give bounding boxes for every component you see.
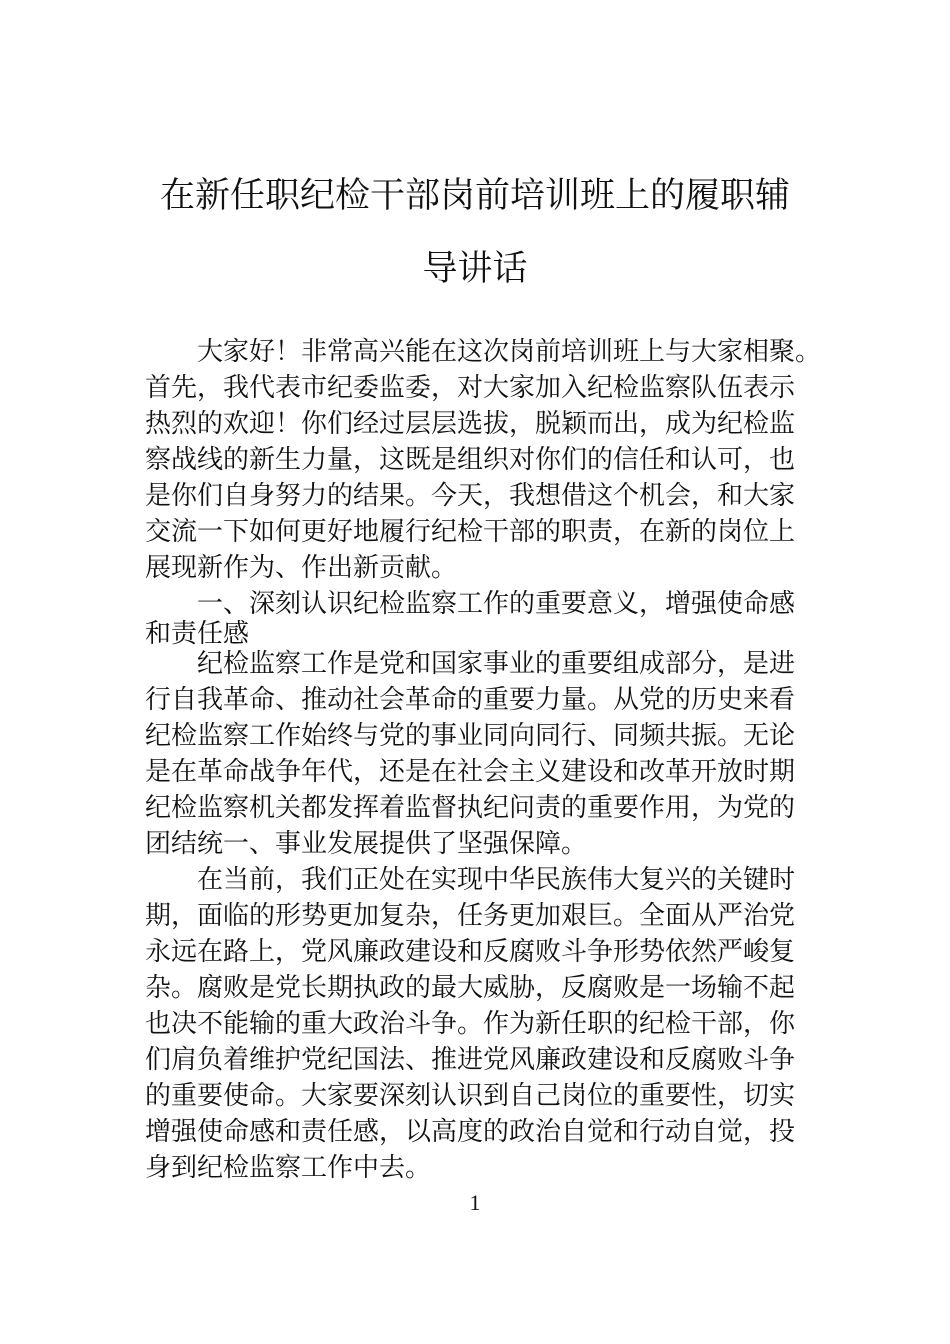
text-line: 也决不能输的重大政治斗争。作为新任职的纪检干部，你 (145, 1009, 796, 1039)
text-line: 和责任感 (145, 619, 250, 649)
text-line: 展现新作为、作出新贡献。 (145, 553, 458, 583)
paragraph (145, 334, 825, 586)
text-line: 在当前，我们正处在实现中华民族伟大复兴的关键时 (197, 865, 796, 895)
text-line: 交流一下如何更好地履行纪检干部的职责，在新的岗位上 (145, 517, 796, 547)
text-line: 察战线的新生力量，这既是组织对你们的信任和认可，也 (145, 445, 796, 475)
paragraph (145, 862, 825, 1186)
text-line: 增强使命感和责任感，以高度的政治自觉和行动自觉，投 (145, 1117, 796, 1147)
text-line: 团结统一、事业发展提供了坚强保障。 (145, 829, 588, 859)
text-line: 一、深刻认识纪检监察工作的重要意义，增强使命感 (197, 589, 796, 619)
document-body (145, 334, 825, 1186)
text-line: 行自我革命、推动社会革命的重要力量。从党的历史来看 (145, 685, 796, 715)
text-line: 热烈的欢迎！你们经过层层选拔，脱颖而出，成为纪检监 (145, 409, 796, 439)
text-line: 身到纪检监察工作中去。 (145, 1153, 432, 1183)
text-line: 们肩负着维护党纪国法、推进党风廉政建设和反腐败斗争 (145, 1045, 796, 1075)
paragraph (145, 646, 825, 862)
text-line: 纪检监察工作始终与党的事业同向同行、同频共振。无论 (145, 721, 796, 751)
text-line: 首先，我代表市纪委监委，对大家加入纪检监察队伍表示 (145, 373, 796, 403)
text-line: 永远在路上，党风廉政建设和反腐败斗争形势依然严峻复 (145, 937, 796, 967)
document-title-line-2: 导讲话 (422, 249, 528, 289)
text-line: 杂。腐败是党长期执政的最大威胁，反腐败是一场输不起 (145, 973, 796, 1003)
text-line: 的重要使命。大家要深刻认识到自己岗位的重要性，切实 (145, 1081, 796, 1111)
document-title-line-1: 在新任职纪检干部岗前培训班上的履职辅 (159, 176, 790, 216)
text-line: 是在革命战争年代，还是在社会主义建设和改革开放时期 (145, 757, 796, 787)
section-heading (145, 586, 825, 649)
page-number: 1 (469, 1190, 481, 1215)
text-line: 是你们自身努力的结果。今天，我想借这个机会，和大家 (145, 481, 796, 511)
text-line: 大家好！非常高兴能在这次岗前培训班上与大家相聚。 (197, 337, 822, 367)
text-line: 纪检监察工作是党和国家事业的重要组成部分，是进 (197, 649, 796, 679)
text-line: 期，面临的形势更加复杂，任务更加艰巨。全面从严治党 (145, 901, 796, 931)
text-line: 纪检监察机关都发挥着监督执纪问责的重要作用，为党的 (145, 793, 796, 823)
